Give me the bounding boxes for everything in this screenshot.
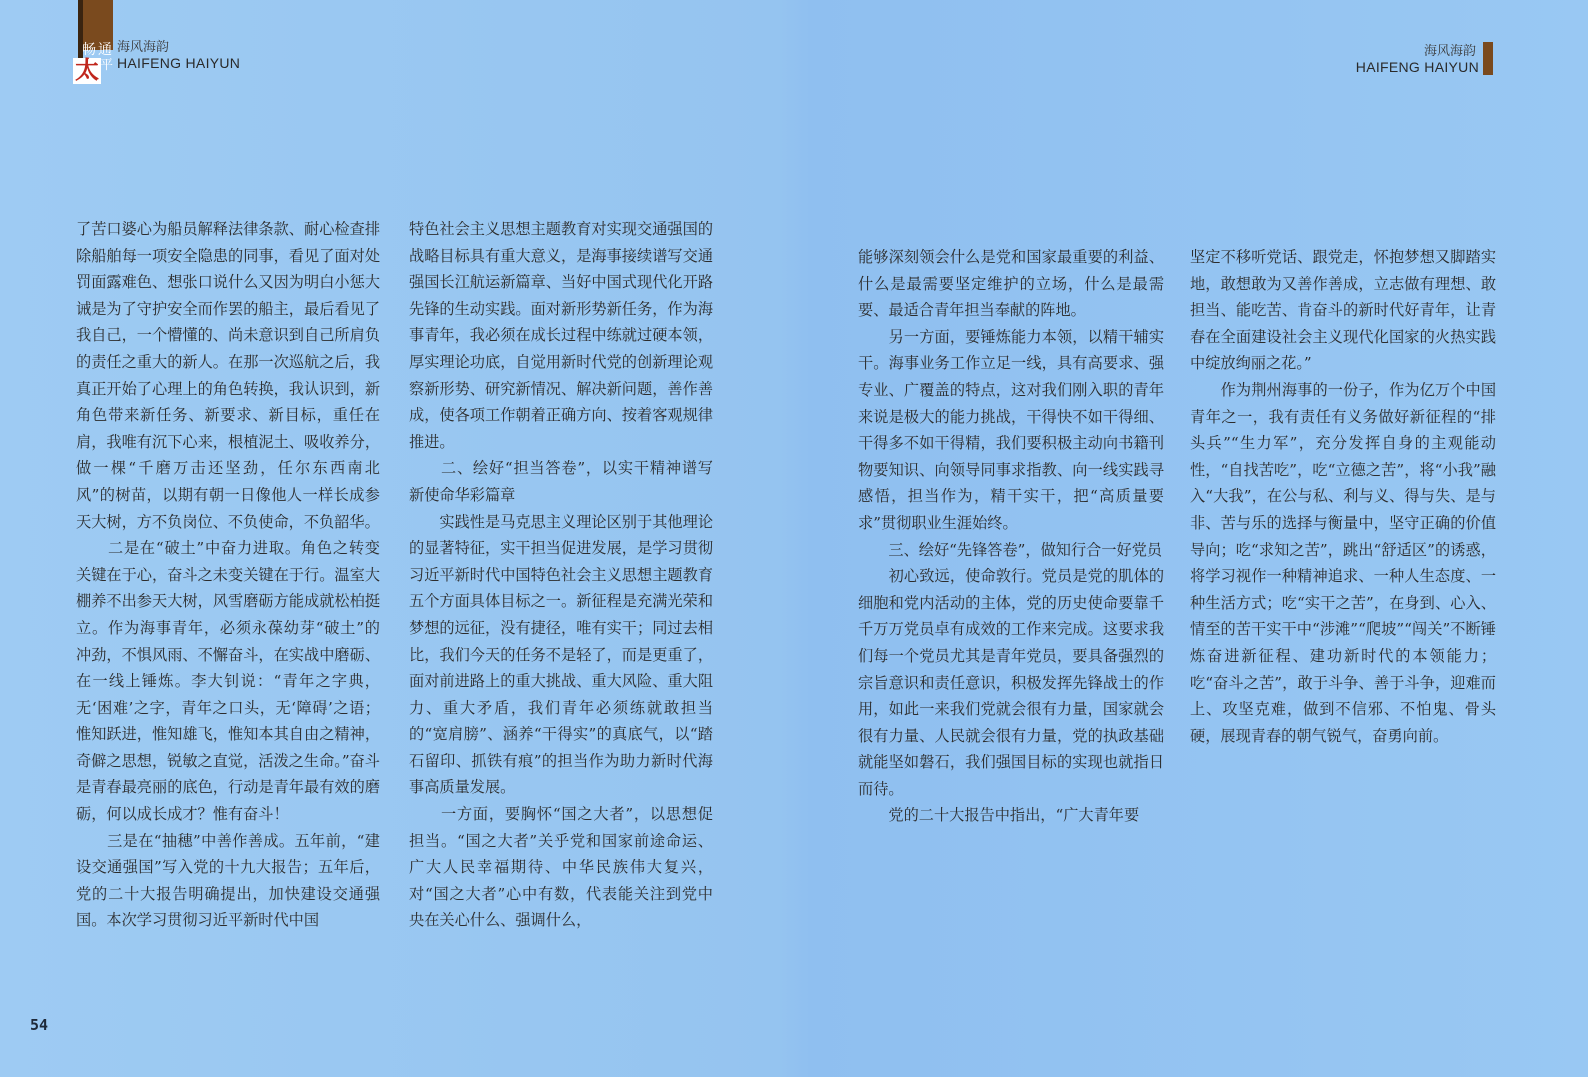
text-column-4: 坚定不移听党话、跟党走，怀抱梦想又脚踏实地，敢想敢为又善作善成，立志做有理想、敢担当、能吃苦、肯奋斗的新时代好青年，让青春在全面建设社会主义现代化国家的火热实践中绽放绚丽之花。” 作为荆州海事的一份子，作为亿万个中国青年之一，我有责任有义务做好新征程的“排头兵”“生力军”，充分发挥自身的主观能动性，“自找苦吃”，吃“立德之苦”，将“小我”融入“大我”，在公与私、利与义、得与失、是与非、苦与乐的选择与衡量中，坚守正确的价值导向；吃“求知之苦”，跳出“舒适区”的诱惑，将学习视作一种精神追求、一种人生态度、一种生活方式；吃“实干之苦”，在身到、心入、情至的苦干实干中“涉滩”“爬坡”“闯关”不断锤炼奋进新征程、建功新时代的本领能力；吃“奋斗之苦”，敢于斗争、善于斗争，迎难而上、攻坚克难，做到不信邪、不怕鬼、骨头硬，展现青春的朝气锐气，奋勇向前。 (1190, 248, 1496, 745)
text-column-2: 特色社会主义思想主题教育对实现交通强国的战略目标具有重大意义，是海事接续谱写交通强国长江航运新篇章、当好中国式现代化开路先锋的生动实践。面对新形势新任务，作为海事青年，我必须在成长过程中练就过硬本领，厚实理论功底，自觉用新时代党的创新理论观察新形势、研究新情况、解决新问题，善作善成，使各项工作朝着正确方向、按着客观规律推进。 二、绘好“担当答卷”，以实干精神谱写新使命华彩篇章 实践性是马克思主义理论区别于其他理论的显著特征，实干担当促进发展，是学习贯彻习近平新时代中国特色社会主义思想主题教育五个方面具体目标之一。新征程是充满光荣和梦想的远征，没有捷径，唯有实干；同过去相比，我们今天的任务不是轻了，而是更重了，面对前进路上的重大挑战、重大风险、重大阻力、重大矛盾，我们青年必须练就敢担当的“宽肩膀”、涵养“干得实”的真底气，以“踏石留印、抓铁有痕”的担当作为助力新时代海事高质量发展。 一方面，要胸怀“国之大者”，以思想促担当。“国之大者”关乎党和国家前途命运、广大人民幸福期待、中华民族伟大复兴，对“国之大者”心中有数，代表能关注到党中央在关心什么、强调什么， (409, 220, 713, 930)
section-title-en-right: HAIFENG HAIYUN (1355, 59, 1479, 75)
logo-side-char: 平 (100, 58, 114, 73)
text-column-1: 了苦口婆心为船员解释法律条款、耐心检查排除船舶每一项安全隐患的同事，看见了面对处罚面露难色、想张口说什么又因为明白小惩大诫是为了守护安全而作罢的船主，最后看见了我自己，一个懵懂的、尚未意识到自己所肩负的责任之重大的新人。在那一次巡航之后，我真正开始了心理上的角色转换，我认识到，新角色带来新任务、新要求、新目标，重任在肩，我唯有沉下心来，根植泥土、吸收养分，做一棵“千磨万击还坚劲，任尔东西南北风”的树苗，以期有朝一日像他人一样长成参天大树，方不负岗位、不负使命，不负韶华。 二是在“破土”中奋力进取。角色之转变关键在于心，奋斗之未变关键在于行。温室大棚养不出参天大树，风雪磨砺方能成就松柏挺立。作为海事青年，必须永葆幼芽“破土”的冲劲，不惧风雨、不懈奋斗，在实战中磨砺、在一线上锤炼。李大钊说：“青年之字典，无‘困难’之字，青年之口头，无‘障碍’之语；惟知跃进，惟知雄飞，惟知本其自由之精神，奇僻之思想，锐敏之直觉，活泼之生命。”奋斗是青春最亮丽的底色，行动是青年最有效的磨砺，何以成长成才？惟有奋斗！ 三是在“抽穗”中善作善成。五年前，“建设交通强国”写入党的十九大报告；五年后，党的二十大报告明确提出，加快建设交通强国。本次学习贯彻习近平新时代中国 (76, 220, 380, 930)
section-title-cn-left: 海风海韵 (117, 40, 170, 55)
logo-main-char: 太 (75, 55, 99, 84)
page-number: 54 (30, 1016, 49, 1034)
header-accent-bar (1483, 42, 1493, 75)
section-title-cn-right: 海风海韵 (1423, 44, 1476, 59)
text-column-3: 能够深刻领会什么是党和国家最重要的利益、什么是最需要坚定维护的立场，什么是最需要、最适合青年担当奉献的阵地。 另一方面，要锤炼能力本领，以精干辅实干。海事业务工作立足一线，具有高要求、强专业、广覆盖的特点，这对我们刚入职的青年来说是极大的能力挑战，干得快不如干得细、干得多不如干得精，我们要积极主动向书籍刊物要知识、向领导同事求指教、向一线实践寻感悟，担当作为，精干实干，把“高质量要求”贯彻职业生涯始终。 三、绘好“先锋答卷”，做知行合一好党员 初心致远，使命敦行。党员是党的肌体的细胞和党内活动的主体，党的历史使命要靠千千万万党员卓有成效的工作来完成。这要求我们每一个党员尤其是青年党员，要具备强烈的宗旨意识和责任意识，积极发挥先锋战士的作用，如此一来我们党就会很有力量，国家就会很有力量、人民就会很有力量，党的执政基础就能坚如磐石，我们强国目标的实现也就指日而待。 党的二十大报告中指出，“广大青年要 (858, 248, 1164, 825)
logo-top-text: 畅通 (82, 42, 114, 58)
section-title-en-left: HAIFENG HAIYUN (117, 55, 241, 71)
